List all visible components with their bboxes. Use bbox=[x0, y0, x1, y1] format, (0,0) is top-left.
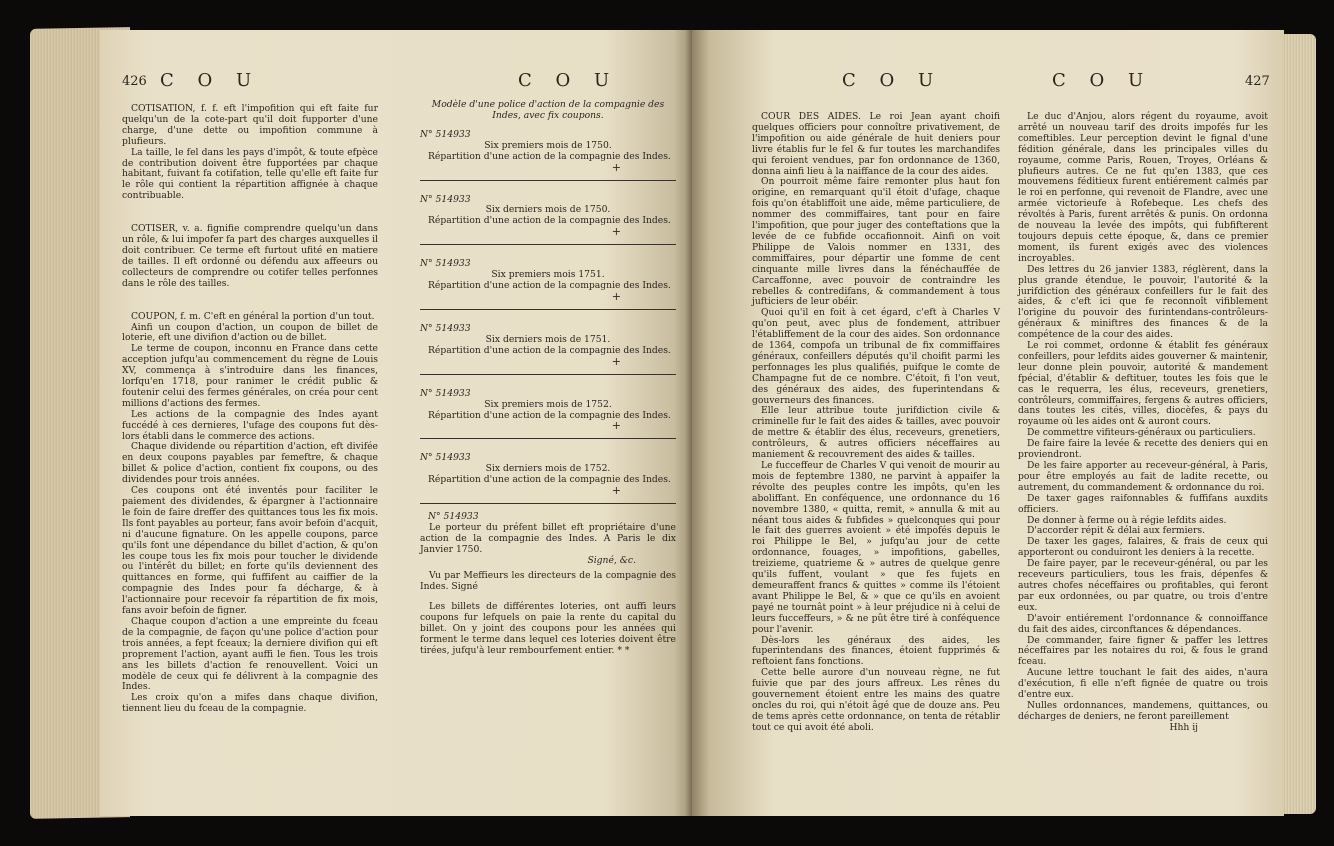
catchword: Hhh ij bbox=[1169, 721, 1198, 733]
coupon-block bbox=[420, 445, 676, 504]
coupon-period: Six premiers mois de 1752. bbox=[484, 398, 612, 410]
seal-cross-icon: + bbox=[611, 419, 621, 433]
paragraph: Le fucceffeur de Charles V qui venoit de mourir au mois de feptembre 1380, ne parvint à appaifer la révolte des peuples contre les impôts, qu'en les aboliffant. En conféquence, une ordonnance du 16 novembre 1380, « quitta, remit, » annulla & mit au néant tous aides & fubfides » quelconques qui pour le fait des guerres avoient » été impofés depuis le roi Philippe le Bel, » jufqu'au jour de cette ordonnance, fouages, » impofitions, gabelles, treizieme, quatrieme & » autres de quelque genre qu'ils fuffent, voulant » que fes fujets en demeuraffent francs & quittes » comme ils l'étoient avant Philippe le Bel, & » que ce qu'ils en avoient payé ne tournât point » à leur préjudice ni à celui de leurs fucceffeurs, » & ne pût être tiré à conféquence pour l'avenir. bbox=[752, 460, 1000, 635]
coupon-number: N° 514933 bbox=[420, 193, 471, 205]
paragraph: Cette belle aurore d'un nouveau règne, ne fut fuivie que par des jours affreux. Les rênes du gouvernement étoient entre les mains des quatre oncles du roi, qui n'étoit âgé que de douze ans. Peu de tems après cette ordonnance, on tenta de rétablir tout ce qui avoit été aboli. bbox=[752, 667, 1000, 733]
paragraph: Le duc d'Anjou, alors régent du royaume, avoit arrêté un nouveau tarif des droits impofés fur les comeftibles. Leur perception devint le fignal d'une fédition générale, dans les principales villes du royaume, comme Paris, Rouen, Troyes, Orléans & plufieurs autres. Ce ne fut qu'en 1383, que ces mouvemens féditieux furent entiérement calmés par le roi en perfonne, qui revenoit de Flandre, avec une armée victorieufe à Rofebeque. Les chefs des révoltés à Paris, furent arrêtés & punis. On ordonna de nouveau la levée des impôts, qui fubfifterent toujours depuis cette époque, &, dans ce premier moment, ils furent exigés avec des violences incroyables. bbox=[1018, 111, 1268, 264]
coupon-number: N° 514933 bbox=[420, 452, 471, 464]
paragraph: Le terme de coupon, inconnu en France dans cette acception jufqu'au commencement du règne de Louis XV, commença à s'introduire dans les finances, lorfqu'en 1718, pour ranimer le crédit public & foutenir celui des fermes générales, on créa pour cent millions d'actions des fermes. bbox=[122, 343, 378, 409]
paragraph: Chaque dividende ou répartition d'action, eft divifée en deux coupons payables par femeftre, & chaque billet & police d'action, contient fix coupons, ou des dividendes pour trois années. bbox=[122, 441, 378, 486]
coupon-repartition: Répartition d'une action de la compagnie des Indes. bbox=[428, 474, 671, 486]
coupon-block bbox=[420, 251, 676, 310]
signature-line: Signé, &c. bbox=[587, 554, 636, 566]
paragraph: COUR DES AIDES. Le roi Jean ayant choifi quelques officiers pour connoître privativement, de l'impofition ou aide générale de huit deniers pour livre établis fur le fel & fur toutes les marchandifes qui feroient vendues, par fon ordonnance de 1360, donna ainfi lieu à la naiffance de la cour des aides. bbox=[752, 111, 1000, 177]
page-number-right: 427 bbox=[1245, 74, 1270, 89]
running-head-left-col1: C O U bbox=[160, 70, 261, 91]
seal-cross-icon: + bbox=[611, 160, 621, 174]
coupon-period: Six premiers mois 1751. bbox=[491, 269, 605, 281]
paragraph: Les billets de différentes loteries, ont auffi leurs coupons fur lefquels on paie la rente du capital du billet. On y joint des coupons pour les années qui forment le terme dans lequel ces loteries doivent être tirées, jufqu'à leur rembourfement entier. * * bbox=[420, 601, 676, 657]
left-page bbox=[100, 30, 692, 816]
coupon-repartition: Répartition d'une action de la compagnie des Indes. bbox=[428, 280, 671, 292]
right-page bbox=[692, 30, 1284, 816]
final-number: N° 514933 bbox=[428, 511, 479, 523]
coupon-repartition: Répartition d'une action de la compagnie des Indes. bbox=[428, 215, 671, 227]
seal-cross-icon: + bbox=[611, 484, 621, 498]
coupon-repartition: Répartition d'une action de la compagnie des Indes. bbox=[428, 150, 671, 162]
paragraph: De faire payer, par le receveur-général, ou par les receveurs particuliers, tous les frais, dépenfes & autres chofes néceffaires ou profitables, qui feront par eux ordonnées, ou par quatre, ou trois d'entre eux. bbox=[1018, 558, 1268, 613]
paragraph: Nulles ordonnances, mandemens, quittances, ou décharges de deniers, ne feront pareillement bbox=[1018, 699, 1268, 722]
right-column-1 bbox=[752, 112, 1000, 734]
coupon-block bbox=[420, 381, 676, 440]
seal-cross-icon: + bbox=[611, 225, 621, 239]
paragraph: De les faire apporter au receveur-général, à Paris, pour être employés au fait de ladite recette, ou autrement, du commandement & ordonnance du roi. bbox=[1018, 460, 1268, 493]
left-column-2 bbox=[420, 100, 676, 657]
left-column-1 bbox=[122, 104, 378, 715]
paragraph: Les croix qu'on a mifes dans chaque divifion, tiennent lieu du fceau de la compagnie. bbox=[122, 692, 378, 715]
seal-cross-icon: + bbox=[611, 354, 621, 368]
coupon-number: N° 514933 bbox=[420, 128, 471, 140]
paragraph: On pourroit même faire remonter plus haut fon origine, en remarquant qu'il étoit d'ufage, chaque fois qu'on établiffoit une aide, même particuliere, de nommer des commiffaires, tant pour en faire l'impofition, que pour juger des conteftations que la levée de ce fubfide occafionnoit. Ainfi on voit Philippe de Valois nommer en 1331, des commiffaires, pour départir une fomme de cent cinquante mille livres dans la fénéchauffée de Carcaffonne, avec pouvoir de contraindre les rebelles & contredifans, & commandement à tous jufticiers de leur obéir. bbox=[752, 176, 1000, 308]
coupon-period: Six derniers mois de 1750. bbox=[485, 204, 611, 216]
paragraph: Aucune lettre touchant le fait des aides, n'aura d'exécution, fi elle n'eft fignée de quatre ou trois d'entre eux. bbox=[1018, 667, 1268, 701]
page-number-left: 426 bbox=[122, 74, 147, 89]
coupon-block bbox=[420, 122, 676, 181]
coupon-period: Six derniers mois de 1751. bbox=[485, 333, 611, 345]
running-head-right-col2: C O U bbox=[1052, 70, 1153, 91]
coupon-period: Six premiers mois de 1750. bbox=[484, 139, 612, 151]
coupon-block bbox=[420, 316, 676, 375]
paragraph: Ainfi un coupon d'action, un coupon de billet de loterie, eft une divifion d'action ou de billet. bbox=[122, 321, 378, 344]
paragraph: COUPON, f. m. C'eft en général la portion d'un tout. bbox=[131, 310, 375, 322]
paragraph: De commander, faire figner & paffer les lettres néceffaires par les notaires du roi, & fous le grand fceau. bbox=[1018, 634, 1268, 668]
paragraph: La taille, le fel dans les pays d'impôt, & toute efpèce de contribution doivent être fupportées par chaque habitant, fuivant fa cotifation, telle qu'elle eft faite fur le rôle qui contient la répartition affignée à chaque contribuable. bbox=[122, 146, 378, 202]
coupon-number: N° 514933 bbox=[420, 322, 471, 334]
final-text: Le porteur du préfent billet eft propriétaire d'une action de la compagnie des Indes. A Paris le dix Janvier 1750. bbox=[420, 522, 676, 555]
vu-line: Vu par Meffieurs les directeurs de la compagnie des Indes. Signé bbox=[420, 569, 676, 592]
paragraph: Les actions de la compagnie des Indes ayant fuccédé à ces dernieres, l'ufage des coupons fut dès-lors établi dans le commerce des actions. bbox=[122, 408, 378, 442]
paragraph: De taxer les gages, falaires, & frais de ceux qui apporteront ou conduiront les deniers à la recette. bbox=[1018, 536, 1268, 559]
paragraph: Quoi qu'il en foit à cet égard, c'eft à Charles V qu'on peut, avec plus de fondement, attribuer l'établiffement de la cour des aides. Son ordonnance de 1364, compofa un tribunal de fix commiffaires généraux, confeillers députés qu'il choifit parmi les perfonnages les plus qualifiés, puifque le comte de Champagne fut de ce nombre. C'étoit, fi l'on veut, des généraux des aides, des fuperintendans & gouverneurs des finances. bbox=[752, 307, 1000, 406]
right-column-2 bbox=[1018, 112, 1268, 734]
coupon-period: Six derniers mois de 1752. bbox=[485, 463, 611, 475]
paragraph: Elle leur attribue toute jurifdiction civile & criminelle fur le fait des aides & tailles, avec pouvoir de mettre & établir des élus, receveurs, grenetiers, contrôleurs, & autres officiers néceffaires au maniement & recouvrement des aides & tailles. bbox=[752, 405, 1000, 461]
coupon-list bbox=[420, 122, 676, 504]
paragraph: COTISATION, f. f. eft l'impofition qui eft faite fur quelqu'un de la cote-part qu'il doit fupporter d'une charge, d'une dette ou impofition commune à plufieurs. bbox=[122, 103, 378, 147]
paragraph: Des lettres du 26 janvier 1383, réglèrent, dans la plus grande étendue, le pouvoir, l'autorité & la jurifdiction des généraux confeillers fur le fait des aides, & c'eft ici que fe reconnoît vifiblement l'origine du pouvoir des furintendans-contrôleurs-généraux & miniftres des finances & de la compétence de la cour des aides. bbox=[1018, 263, 1268, 341]
paragraph: Le roi commet, ordonne & établit fes généraux confeillers, pour lefdits aides gouverner & maintenir, leur donne plein pouvoir, autorité & mandement fpécial, d'établir & deftituer, toutes les fois que le cas le requerra, les élus, receveurs, grenetiers, contrôleurs, commiffaires, fergens & autres officiers, dans toutes les cités, villes, diocèfes, & pays du royaume où les aides ont & auront cours. bbox=[1018, 340, 1268, 428]
paragraph: De taxer gages raifonnables & fuffifans auxdits officiers. bbox=[1018, 492, 1268, 515]
paragraph: Ces coupons ont été inventés pour faciliter le paiement des dividendes, & épargner à l'actionnaire le foin de faire dreffer des quittances tous les fix mois. Ils font payables au porteur, fans avoir befoin d'acquit, ni d'aucune fignature. On les appelle coupons, parce qu'ils font une dépendance du billet d'action, & qu'on les coupe tous les fix mois pour toucher le dividende ou l'intérêt du billet; en forte qu'ils deviennent des quittances en forme, qui fuffifent au caiffier de la compagnie des Indes pour fa décharge, & à l'actionnaire pour recevoir fa répartition de fix mois, fans avoir befoin de figner. bbox=[122, 485, 378, 617]
coupon-number: N° 514933 bbox=[420, 258, 471, 270]
coupon-block bbox=[420, 187, 676, 246]
running-head-right-col1: C O U bbox=[842, 70, 943, 91]
seal-cross-icon: + bbox=[611, 289, 621, 303]
paragraph: De faire faire la levée & recette des deniers qui en proviendront. bbox=[1018, 438, 1268, 461]
coupon-number: N° 514933 bbox=[420, 387, 471, 399]
paragraph: D'accorder répit & délai aux fermiers. bbox=[1027, 525, 1206, 537]
paragraph: Dès-lors les généraux des aides, les fuperintendans des finances, étoient fupprimés & reftoient fans fonctions. bbox=[752, 634, 1000, 668]
paragraph: Chaque coupon d'action a une empreinte du fceau de la compagnie, de façon qu'une police d'action pour trois années, a fept fceaux; la derniere divifion qui eft proprement l'action, ayant auffi le fien. Tous les trois ans les billets d'action fe renouvellent. Voici un modèle de ceux qui fe délivrent à la compagnie des Indes. bbox=[122, 615, 378, 693]
paragraph: COTISER, v. a. fignifie comprendre quelqu'un dans un rôle, & lui impofer fa part des charges auxquelles il doit contribuer. Ce terme eft furtout ufité en matiere de tailles. Il eft ordonné ou défendu aux affeeurs ou collecteurs de comprendre ou cotifer telles perfonnes dans le rôle des tailles. bbox=[122, 223, 378, 289]
paragraph: D'avoir entiérement l'ordonnance & connoiffance du fait des aides, circonftances & dépendances. bbox=[1018, 612, 1268, 635]
coupon-repartition: Répartition d'une action de la compagnie des Indes. bbox=[428, 409, 671, 421]
paragraph: De donner à ferme ou à régie lefdits aides. bbox=[1027, 514, 1227, 526]
model-title: Modèle d'une police d'action de la compagnie des Indes, avec fix coupons. bbox=[431, 99, 665, 121]
paragraph: De commettre vifiteurs-généraux ou particuliers. bbox=[1027, 427, 1256, 439]
coupon-repartition: Répartition d'une action de la compagnie des Indes. bbox=[428, 344, 671, 356]
running-head-left-col2: C O U bbox=[518, 70, 619, 91]
